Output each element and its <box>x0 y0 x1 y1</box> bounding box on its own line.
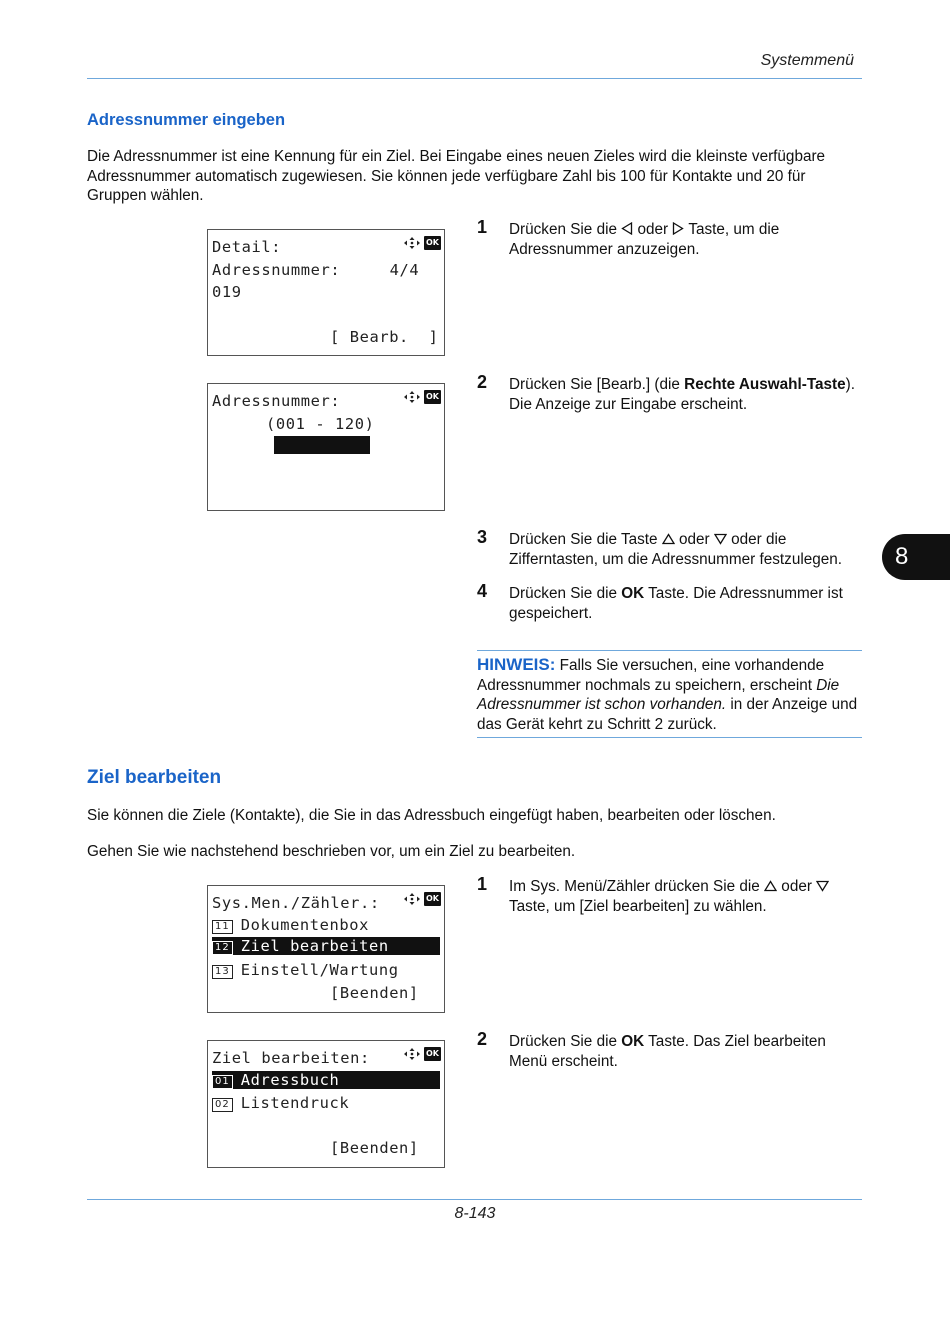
lcd-status-icons <box>403 1047 441 1061</box>
page-number: 8-143 <box>454 1205 496 1222</box>
lcd-title: Ziel bearbeiten: <box>212 1049 370 1067</box>
ok-key-icon: OK <box>424 390 441 404</box>
step-number: 2 <box>477 372 488 392</box>
navigation-cross-icon <box>403 390 421 404</box>
step-bold-text: OK <box>621 585 645 602</box>
lcd-status-icons <box>403 236 441 250</box>
step-2 <box>477 372 862 414</box>
lcd-screen-detail <box>207 229 445 356</box>
number-key-icon: 01 <box>212 1075 233 1089</box>
step-text: oder die Zifferntasten, um die Adressnummer festzulegen. <box>509 531 843 568</box>
menu-item-ziel-bearbeiten-selected <box>212 937 440 955</box>
lcd-softkey-beenden: [Beenden] <box>330 984 419 1002</box>
lcd-status-icons <box>403 892 441 906</box>
lcd-status-icons <box>403 390 441 404</box>
ok-key-icon: OK <box>424 1047 441 1061</box>
hint-italic-text: Die Adressnummer ist schon vorhanden. <box>477 676 840 713</box>
paragraph-1: Sie können die Ziele (Kontakte), die Sie in das Adressbuch eingefügt haben, bearbeiten oder löschen. <box>87 807 776 824</box>
navigation-cross-icon <box>403 892 421 906</box>
step-text: oder <box>633 221 673 238</box>
navigation-cross-icon <box>403 236 421 250</box>
lcd-title: Sys.Men./Zähler.: <box>212 894 380 912</box>
footer-rule <box>87 1199 862 1200</box>
step-text: ). Die Anzeige zur Eingabe erscheint. <box>509 376 856 413</box>
step-text: oder <box>674 531 714 548</box>
step-number: 4 <box>477 581 488 601</box>
lcd-screen-sys-menu <box>207 885 445 1013</box>
down-arrow-key-icon <box>816 880 829 892</box>
lcd-line: 019 <box>212 283 242 301</box>
lcd-line: Adressnummer: <box>212 392 341 410</box>
entry-value: 053 <box>340 454 370 472</box>
step-text: Drücken Sie die Taste <box>509 531 662 548</box>
hint-bottom-rule <box>477 737 862 738</box>
step-number: 1 <box>477 874 488 894</box>
running-header: Systemmenü <box>760 52 854 69</box>
step-text: Drücken Sie die <box>509 585 622 602</box>
step-bold-text: OK <box>621 1033 645 1050</box>
lcd-screen-address-input <box>207 383 445 511</box>
step-number: 2 <box>477 1029 488 1049</box>
hint-text: in der Anzeige und das Gerät kehrt zu Schritt 2 zurück. <box>477 696 858 733</box>
step-text: Drücken Sie die <box>509 221 622 238</box>
ok-key-icon: OK <box>424 236 441 250</box>
step-bold-text: Rechte Auswahl-Taste <box>684 376 846 393</box>
step-number: 1 <box>477 217 488 237</box>
lcd-softkey-beenden: [Beenden] <box>330 1139 419 1157</box>
step-text: oder <box>777 878 817 895</box>
lcd-screen-ziel-bearbeiten <box>207 1040 445 1168</box>
paragraph-2: Gehen Sie wie nachstehend beschrieben vor, um ein Ziel zu bearbeiten. <box>87 843 576 860</box>
intro-paragraph: Die Adressnummer ist eine Kennung für ein Ziel. Bei Eingabe eines neuen Zieles wird die kleinste verfügbare Adressnummer automatisch zugewiesen. Sie können jede verfügbare Zahl bis 100 für Kontakte und 20 für Gruppen wählen. <box>87 148 826 204</box>
number-key-icon: 13 <box>212 965 233 979</box>
step-4 <box>477 581 862 623</box>
menu-item-label: Listendruck <box>240 1094 350 1112</box>
menu-item-label: Einstell/Wartung <box>240 961 399 979</box>
ok-key-icon: OK <box>424 892 441 906</box>
step-text: Drücken Sie [Bearb.] (die <box>509 376 685 393</box>
step-text: Taste, um die Adressnummer anzuzeigen. <box>509 221 780 258</box>
navigation-cross-icon <box>403 1047 421 1061</box>
section-heading-adressnummer: Adressnummer eingeben <box>87 111 286 129</box>
menu-item-label: Dokumentenbox <box>240 916 369 934</box>
lcd-line: Detail: <box>212 238 282 256</box>
hint-label: HINWEIS: <box>477 655 556 674</box>
step-text: Taste. Die Adressnummer ist gespeichert. <box>509 585 843 622</box>
step-text: Taste, um [Ziel bearbeiten] zu wählen. <box>509 897 767 915</box>
up-arrow-key-icon <box>662 533 675 545</box>
step-2 <box>477 1029 862 1071</box>
right-arrow-key-icon <box>672 222 684 235</box>
number-key-icon: 02 <box>212 1098 233 1112</box>
hint-text: Falls Sie versuchen, eine vorhandende Adressnummer nochmals zu speichern, erscheint <box>477 657 825 694</box>
left-arrow-key-icon <box>621 222 633 235</box>
menu-item-label: Ziel bearbeiten <box>240 937 389 955</box>
number-key-icon: 12 <box>212 941 233 955</box>
step-text: Taste. Das Ziel bearbeiten Menü erscheint. <box>509 1033 826 1070</box>
step-3 <box>477 527 862 569</box>
step-1 <box>477 217 862 259</box>
hint-note <box>477 655 862 734</box>
section-heading-ziel-bearbeiten: Ziel bearbeiten <box>87 767 222 788</box>
step-text: Drücken Sie die <box>509 1033 622 1050</box>
number-key-icon: 11 <box>212 920 233 934</box>
menu-item-adressbuch-selected <box>212 1071 440 1089</box>
lcd-range-line: (001 - 120) <box>266 415 375 433</box>
menu-item-dokumentenbox <box>212 914 369 936</box>
chapter-tab: 8 <box>882 534 950 580</box>
step-1 <box>477 874 862 916</box>
menu-item-einstell-wartung <box>212 959 399 981</box>
hint-top-rule <box>477 650 862 651</box>
header-rule <box>87 78 862 79</box>
lcd-line: Adressnummer: 4/4 <box>212 261 420 279</box>
lcd-softkey-bearb: [ Bearb. ] <box>330 328 439 346</box>
menu-item-label: Adressbuch <box>240 1071 340 1089</box>
down-arrow-key-icon <box>714 533 727 545</box>
up-arrow-key-icon <box>764 880 777 892</box>
step-number: 3 <box>477 527 488 547</box>
lcd-number-entry <box>274 436 370 472</box>
menu-item-listendruck <box>212 1092 349 1114</box>
step-text: Im Sys. Menü/Zähler drücken Sie die <box>509 878 765 895</box>
